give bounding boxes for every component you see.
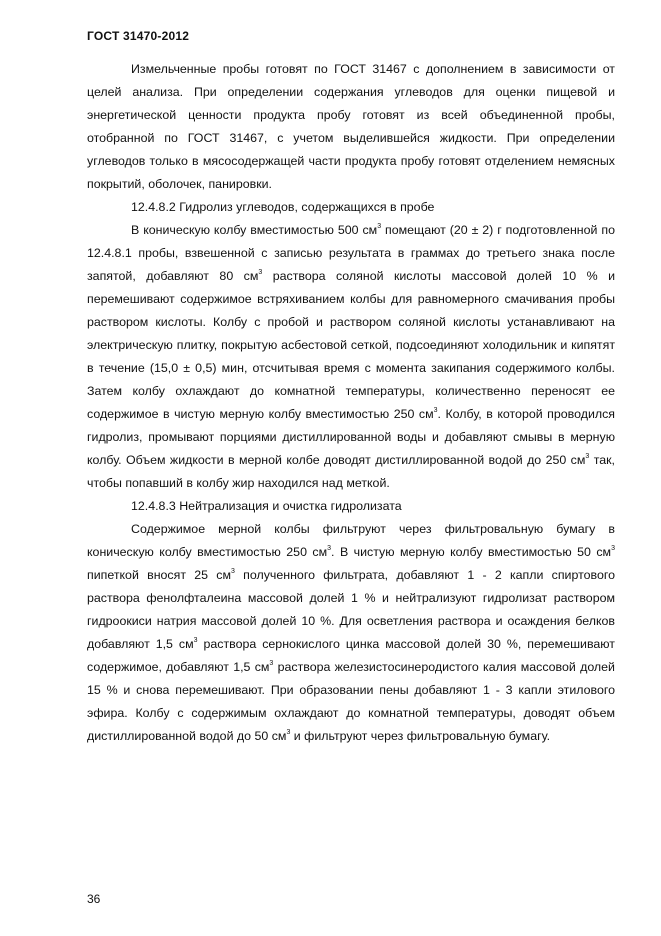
paragraph-neutralization: Содержимое мерной колбы фильтруют через фильтровальную бумагу в коническую колбу вместимостью 250 $см^3$. В чистую мерную колбу вместимостью 50 $см^3$ пипеткой вносят 25 $см^3$ полученного фильтрата, добавляют 1 - 2 капли спиртового раствора фенолфталеина массовой долей 1 % и нейтрализуют гидролизат раствором гидроокиси натрия массовой долей 10 %. Для осветления раствора и осаждения белков добавляют 1,5 $см^3$ раствора сернокислого цинка массовой долей 30 %, перемешивают содержимое, добавляют 1,5 $см^3$ раствора железистосинеродистого калия массовой долей 15 % и снова перемешивают. При образовании пены добавляют 1 - 3 капли этилового эфира. Колбу с содержимым охлаждают до комнатной температуры, доводят объем дистиллированной водой до 50 $см^3$ и фильтруют через фильтровальную бумагу.	[87, 522, 615, 743]
superscript: 3	[269, 659, 274, 667]
superscript: 3	[377, 222, 382, 230]
paragraph-sample-preparation: Измельченные пробы готовят по ГОСТ 31467 с дополнением в зависимости от целей анализа. При определении содержания углеводов для оценки пищевой и энергетической ценности продукта пробу готовят из всей объединенной пробы, отобранной по ГОСТ 31467, с учетом выделившейся жидкости. При определении углеводов только в мясосодержащей части продукта пробу готовят отделением немясных покрытий, оболочек, панировки.	[87, 62, 615, 191]
superscript: 3	[231, 567, 235, 575]
superscript: 3	[258, 268, 263, 276]
superscript: 3	[611, 544, 615, 552]
section-heading-hydrolysis: 12.4.8.2 Гидролиз углеводов, содержащихся в пробе	[131, 200, 435, 214]
superscript: 3	[327, 544, 332, 552]
superscript: 3	[193, 636, 198, 644]
document-header: ГОСТ 31470-2012	[87, 29, 190, 43]
superscript: 3	[433, 406, 438, 414]
paragraph-hydrolysis: В коническую колбу вместимостью 500 $см^3$ помещают (20 ± 2) г подготовленной по 12.4.8.1 пробы, взвешенной с записью результата в граммах до третьего знака после запятой, добавляют 80 $см^3$ раствора соляной кислоты массовой долей 10 % и перемешивают содержимое встряхиванием колбы для равномерного смачивания пробы раствором кислоты. Колбу с пробой и раствором соляной кислоты устанавливают на электрическую плитку, покрытую асбестовой сеткой, подсоединяют холодильник и кипятят в течение (15,0 ± 0,5) мин, отсчитывая время с момента закипания содержимого колбы. Затем колбу охлаждают до комнатной температуры, количественно переносят ее содержимое в чистую мерную колбу вместимостью 250 $см^3$. Колбу, в которой проводился гидролиз, промывают порциями дистиллированной воды и добавляют смывы в мерную колбу. Объем жидкости в мерной колбе доводят дистиллированной водой до 250 $см^3$ так, чтобы попавший в колбу жир находился над меткой.	[87, 222, 616, 490]
superscript: 3	[585, 452, 590, 460]
section-heading-neutralization: 12.4.8.3 Нейтрализация и очистка гидролизата	[131, 499, 402, 513]
page-number: 36	[87, 892, 101, 906]
superscript: 3	[286, 728, 291, 736]
page-body	[87, 58, 615, 748]
